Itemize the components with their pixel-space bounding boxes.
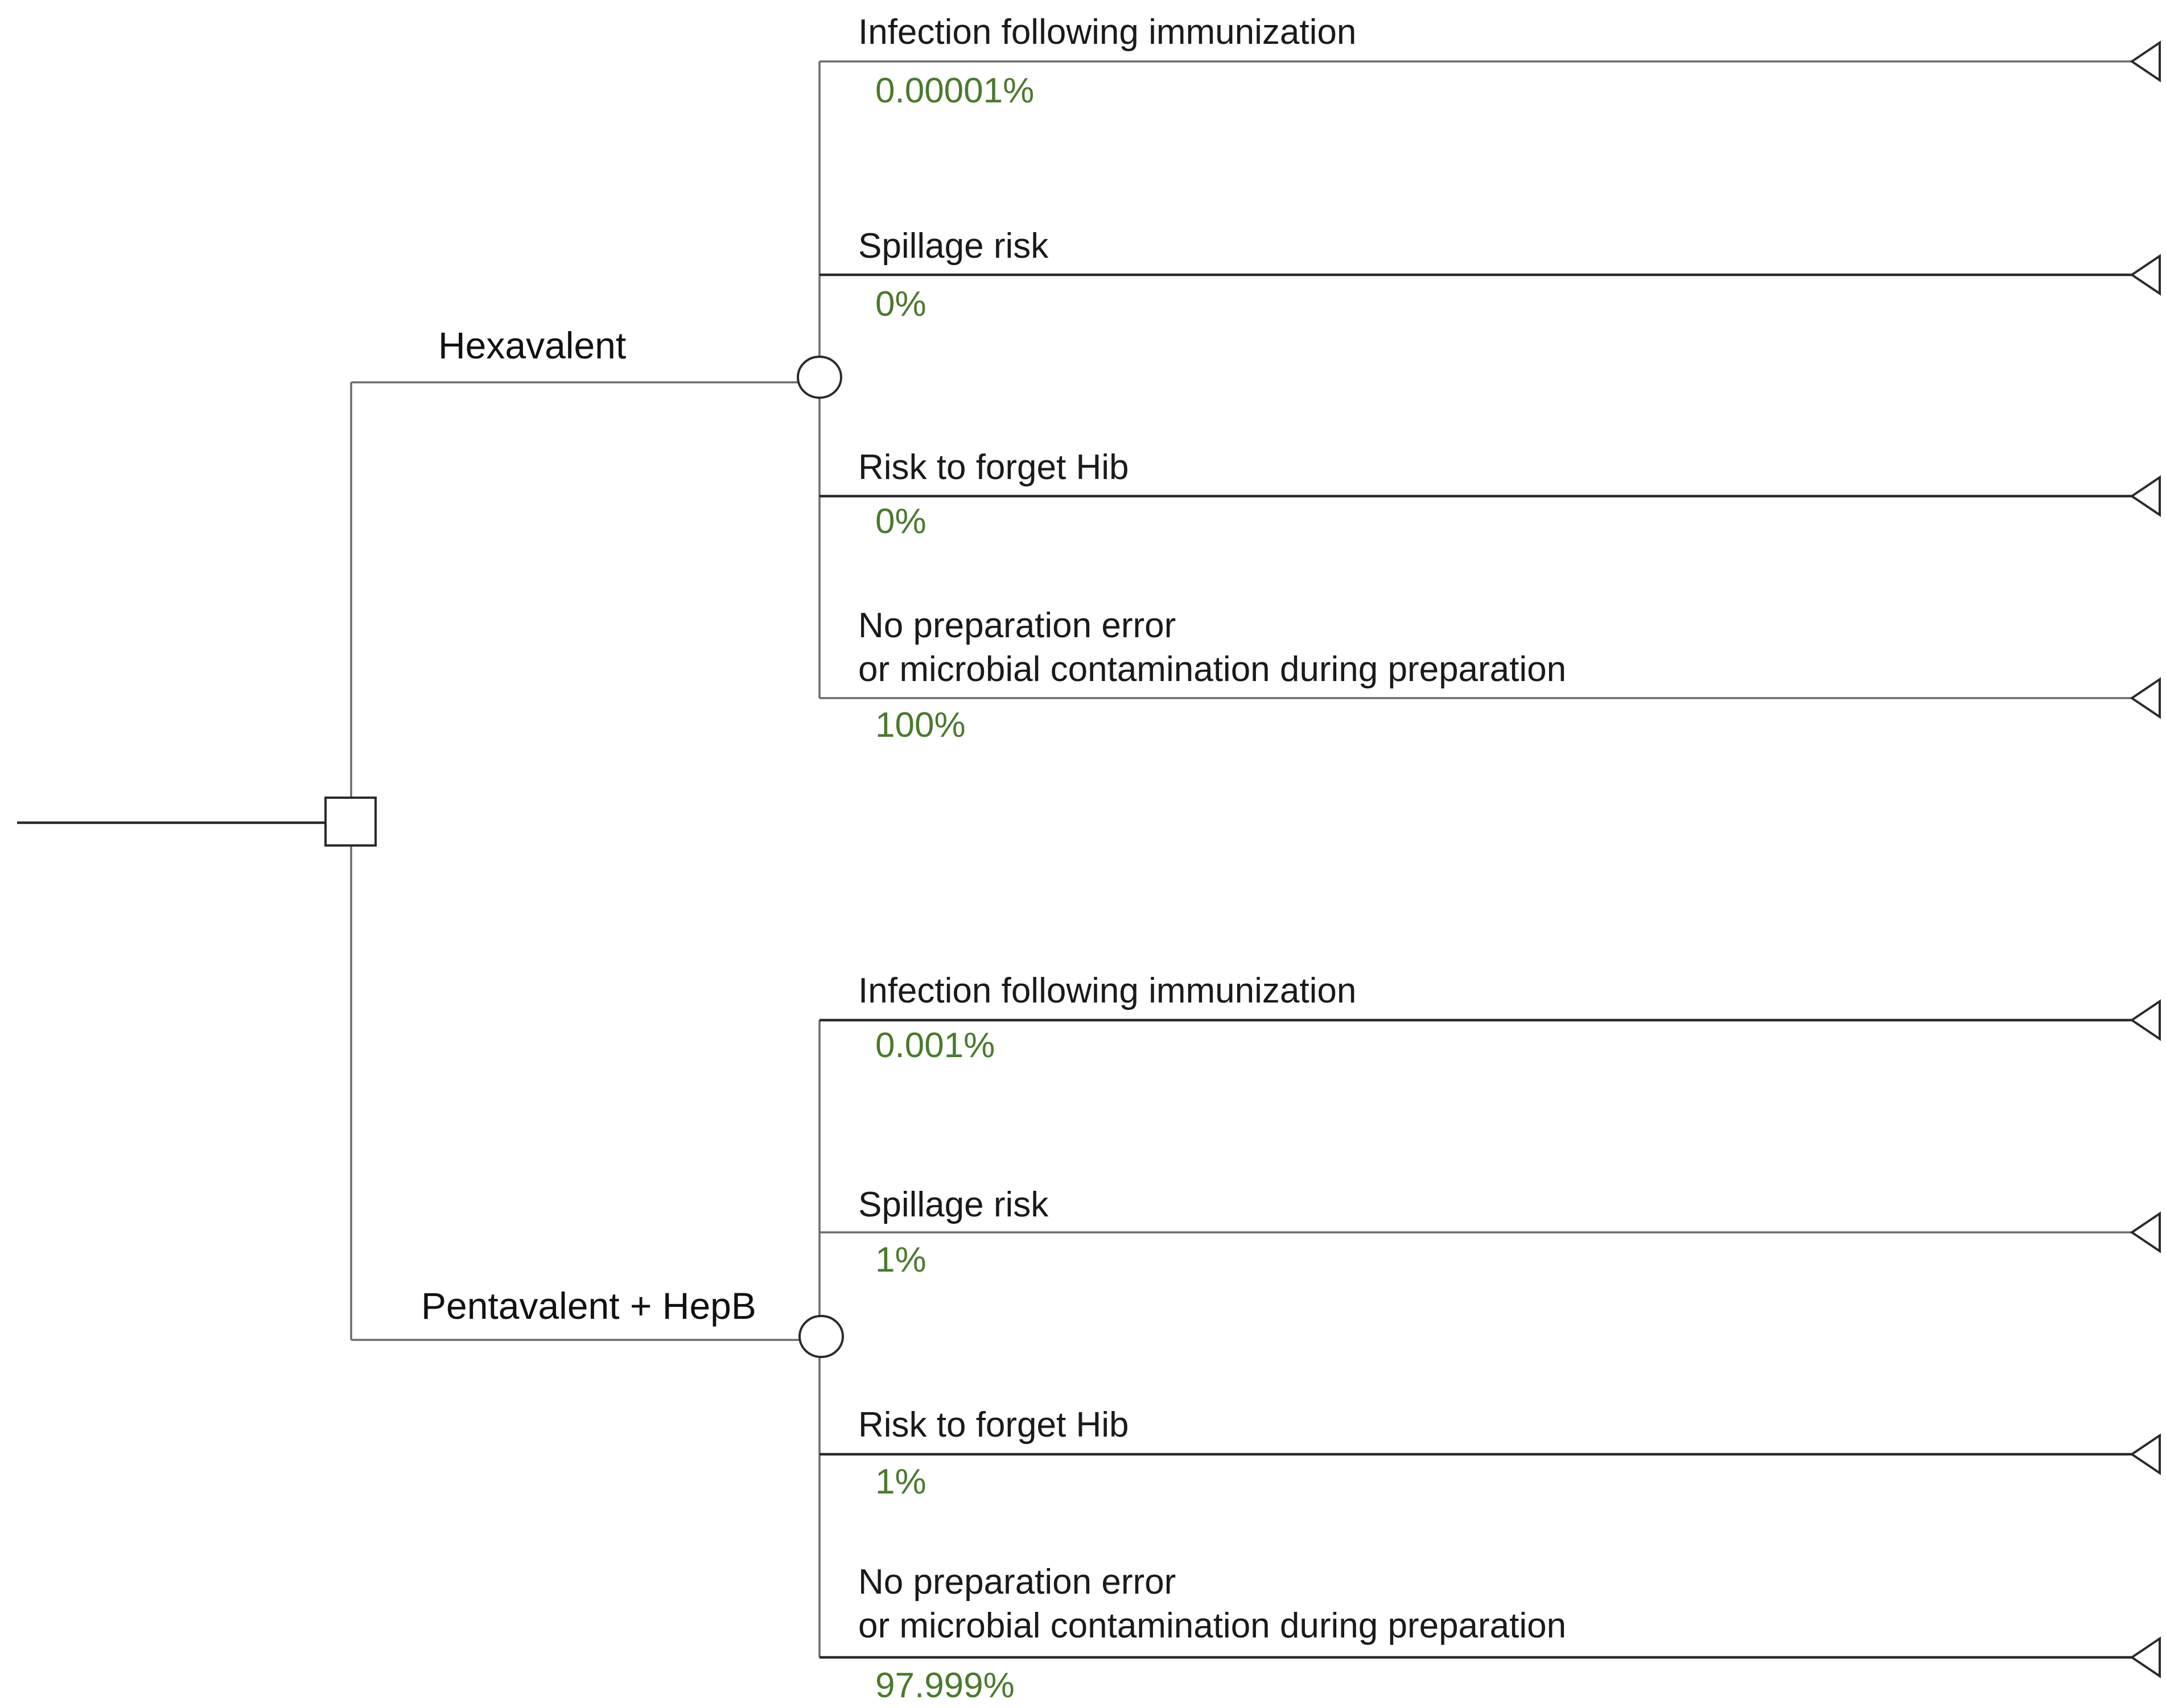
outcome-probability: 0.00001% <box>875 71 1035 110</box>
outcome-pentavalent-infection <box>820 971 2160 1065</box>
outcome-label-line-1: No preparation error <box>858 606 1176 645</box>
terminal-node-icon <box>2132 43 2160 80</box>
outcome-label: Risk to forget Hib <box>858 1405 1129 1445</box>
chance-node-pentavalent <box>800 1316 843 1357</box>
option-label-pentavalent: Pentavalent + HepB <box>421 1285 756 1327</box>
outcome-hexavalent-forget-hib <box>820 448 2160 541</box>
outcome-hexavalent-no-error <box>820 606 2160 745</box>
outcome-probability: 100% <box>875 706 966 745</box>
outcome-probability: 0% <box>875 502 926 541</box>
terminal-node-icon <box>2132 1214 2160 1251</box>
terminal-node-icon <box>2132 256 2160 294</box>
outcome-label-line-1: No preparation error <box>858 1562 1176 1602</box>
terminal-node-icon <box>2132 477 2160 515</box>
terminal-node-icon <box>2132 1435 2160 1473</box>
decision-node <box>326 798 376 845</box>
outcome-probability: 1% <box>875 1240 926 1280</box>
terminal-node-icon <box>2132 1001 2160 1039</box>
outcome-probability: 0% <box>875 284 926 324</box>
option-label-hexavalent: Hexavalent <box>438 324 627 366</box>
terminal-node-icon <box>2132 1639 2160 1676</box>
outcome-hexavalent-spillage <box>820 226 2160 324</box>
outcome-label: Infection following immunization <box>858 13 1357 52</box>
outcome-label: Spillage risk <box>858 226 1049 266</box>
outcome-label: Infection following immunization <box>858 971 1357 1010</box>
outcome-label-line-2: or microbial contamination during preparation <box>858 1606 1567 1645</box>
outcome-probability: 0.001% <box>875 1026 995 1065</box>
outcome-probability: 1% <box>875 1462 926 1501</box>
outcome-label: Spillage risk <box>858 1185 1049 1224</box>
chance-node-hexavalent <box>798 357 841 398</box>
outcome-label-line-2: or microbial contamination during preparation <box>858 650 1567 689</box>
terminal-node-icon <box>2132 679 2160 717</box>
outcome-label: Risk to forget Hib <box>858 448 1129 487</box>
outcome-pentavalent-spillage <box>820 1185 2160 1280</box>
outcome-pentavalent-no-error <box>820 1562 2160 1705</box>
outcome-pentavalent-forget-hib <box>820 1405 2160 1501</box>
outcome-hexavalent-infection <box>820 13 2160 110</box>
outcome-probability: 97.999% <box>875 1666 1015 1705</box>
